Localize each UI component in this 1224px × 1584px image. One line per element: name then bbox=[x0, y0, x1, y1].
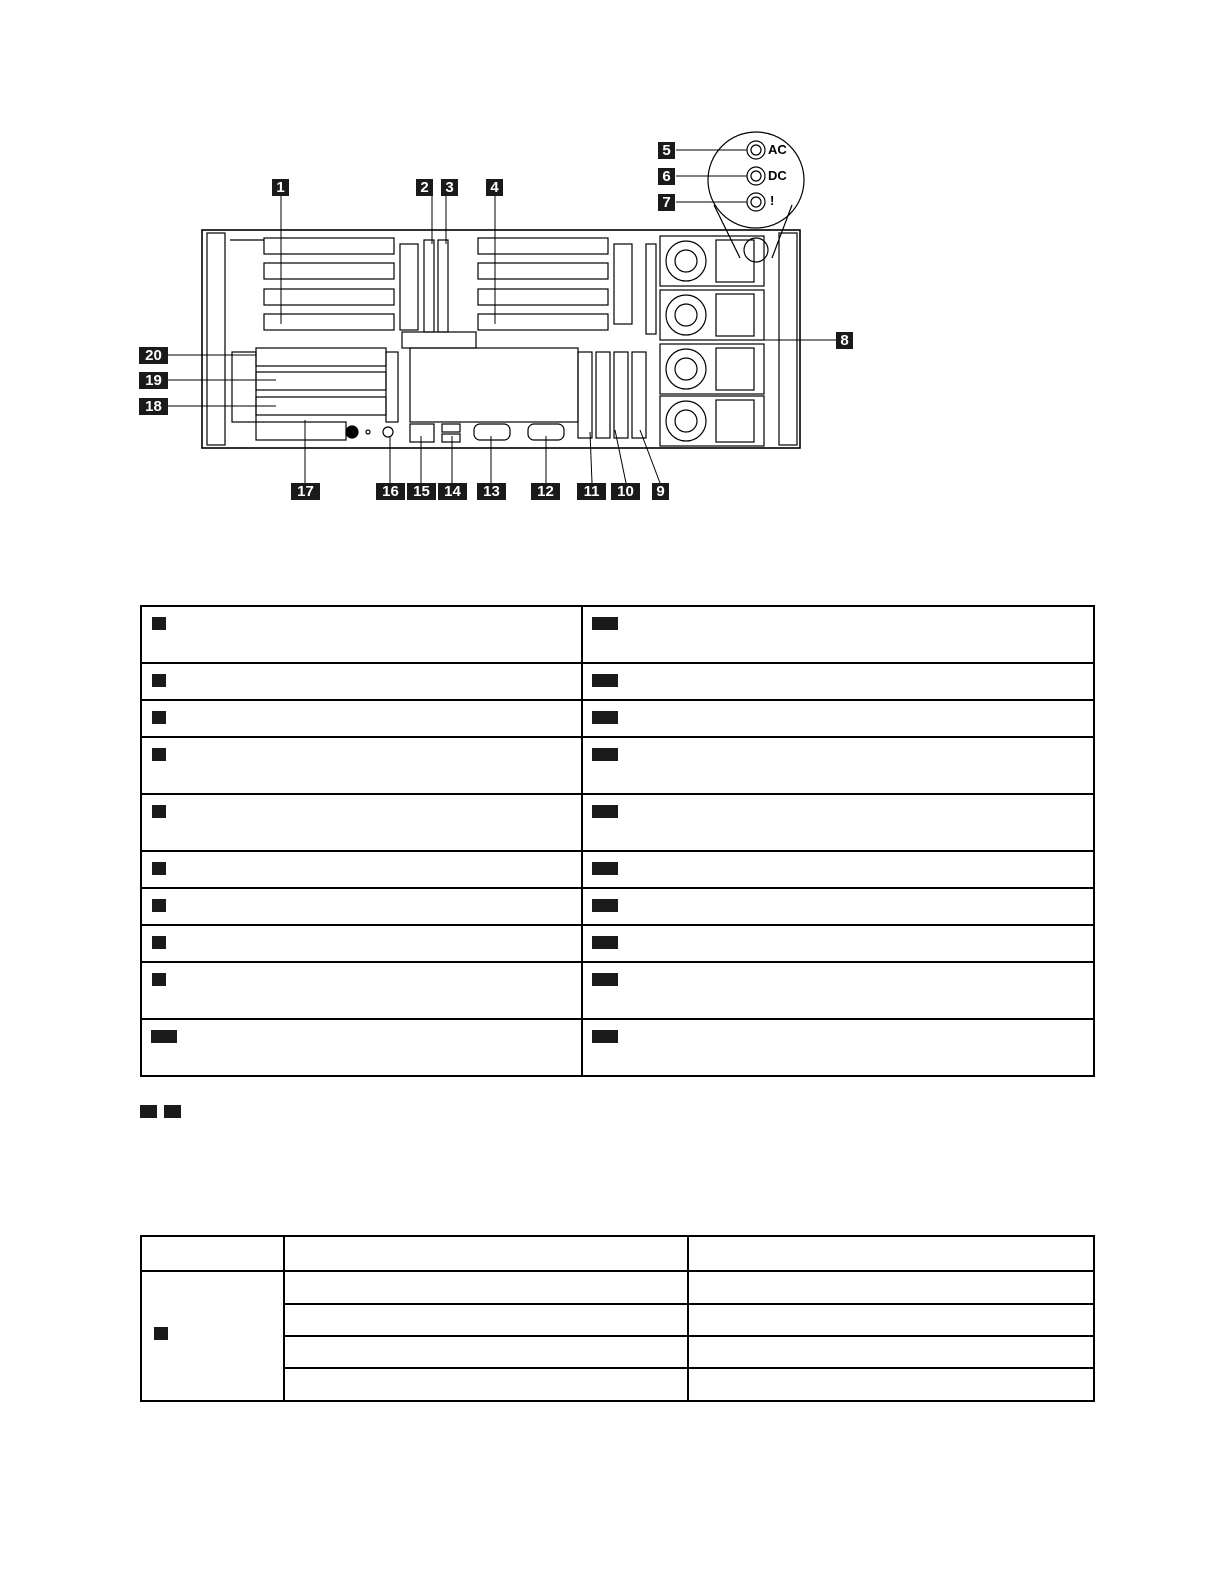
callout-12: 12 bbox=[531, 483, 560, 500]
callout-key-20 bbox=[592, 1030, 618, 1043]
callout-legend-table bbox=[140, 605, 1095, 1077]
led-callout-key bbox=[154, 1327, 168, 1340]
callout-19: 19 bbox=[139, 372, 168, 389]
callout-15: 15 bbox=[407, 483, 436, 500]
callout-key-6 bbox=[152, 862, 166, 875]
callout-key-13 bbox=[592, 711, 618, 724]
table-row bbox=[141, 1271, 1094, 1304]
led-label-dc: DC bbox=[768, 168, 787, 183]
callout-18: 18 bbox=[139, 398, 168, 415]
note-callout-key-a bbox=[140, 1105, 157, 1118]
table-row bbox=[141, 606, 1094, 663]
table-header-row bbox=[141, 1236, 1094, 1271]
callout-key-11 bbox=[592, 617, 618, 630]
power-supplies bbox=[660, 236, 764, 446]
callout-8: 8 bbox=[836, 332, 853, 349]
callout-16: 16 bbox=[376, 483, 405, 500]
table-row bbox=[141, 1304, 1094, 1336]
rear-view-figure bbox=[0, 0, 1224, 540]
callout-key-19 bbox=[592, 973, 618, 986]
callout-7: 7 bbox=[658, 194, 675, 211]
callout-key-14 bbox=[592, 748, 618, 761]
callout-6: 6 bbox=[658, 168, 675, 185]
callout-4: 4 bbox=[486, 179, 503, 196]
callout-key-18 bbox=[592, 936, 618, 949]
table-row bbox=[141, 962, 1094, 1019]
table-row bbox=[141, 888, 1094, 925]
callout-key-4 bbox=[152, 748, 166, 761]
upper-left-pcie-slots bbox=[230, 238, 418, 330]
callout-17: 17 bbox=[291, 483, 320, 500]
callout-3: 3 bbox=[441, 179, 458, 196]
table-row bbox=[141, 737, 1094, 794]
table-row bbox=[141, 1019, 1094, 1076]
callout-key-9 bbox=[152, 973, 166, 986]
callout-key-8 bbox=[152, 936, 166, 949]
callout-key-5 bbox=[152, 805, 166, 818]
table-row bbox=[141, 851, 1094, 888]
callout-key-1 bbox=[152, 617, 166, 630]
note-callout-key-b bbox=[164, 1105, 181, 1118]
table-row bbox=[141, 1336, 1094, 1368]
callout-key-16 bbox=[592, 862, 618, 875]
table-row bbox=[141, 794, 1094, 851]
server-rear-drawing bbox=[0, 0, 1224, 540]
callout-2: 2 bbox=[416, 179, 433, 196]
callout-14: 14 bbox=[438, 483, 467, 500]
callout-20: 20 bbox=[139, 347, 168, 364]
callout-1: 1 bbox=[272, 179, 289, 196]
callout-key-15 bbox=[592, 805, 618, 818]
led-status-table bbox=[140, 1235, 1095, 1402]
callout-key-7 bbox=[152, 899, 166, 912]
led-label-fault: ! bbox=[770, 193, 775, 208]
callout-9: 9 bbox=[652, 483, 669, 500]
leader-lines bbox=[168, 150, 836, 483]
callout-key-17 bbox=[592, 899, 618, 912]
callout-key-12 bbox=[592, 674, 618, 687]
callout-key-3 bbox=[152, 711, 166, 724]
table-row bbox=[141, 925, 1094, 962]
upper-right-pcie-slots bbox=[478, 238, 656, 334]
callout-key-10 bbox=[151, 1030, 177, 1043]
callout-key-2 bbox=[152, 674, 166, 687]
table-row bbox=[141, 700, 1094, 737]
callout-10: 10 bbox=[611, 483, 640, 500]
callout-13: 13 bbox=[477, 483, 506, 500]
callout-5: 5 bbox=[658, 142, 675, 159]
table-row bbox=[141, 1368, 1094, 1401]
led-label-ac: AC bbox=[768, 142, 787, 157]
callout-11: 11 bbox=[577, 483, 606, 500]
table-row bbox=[141, 663, 1094, 700]
